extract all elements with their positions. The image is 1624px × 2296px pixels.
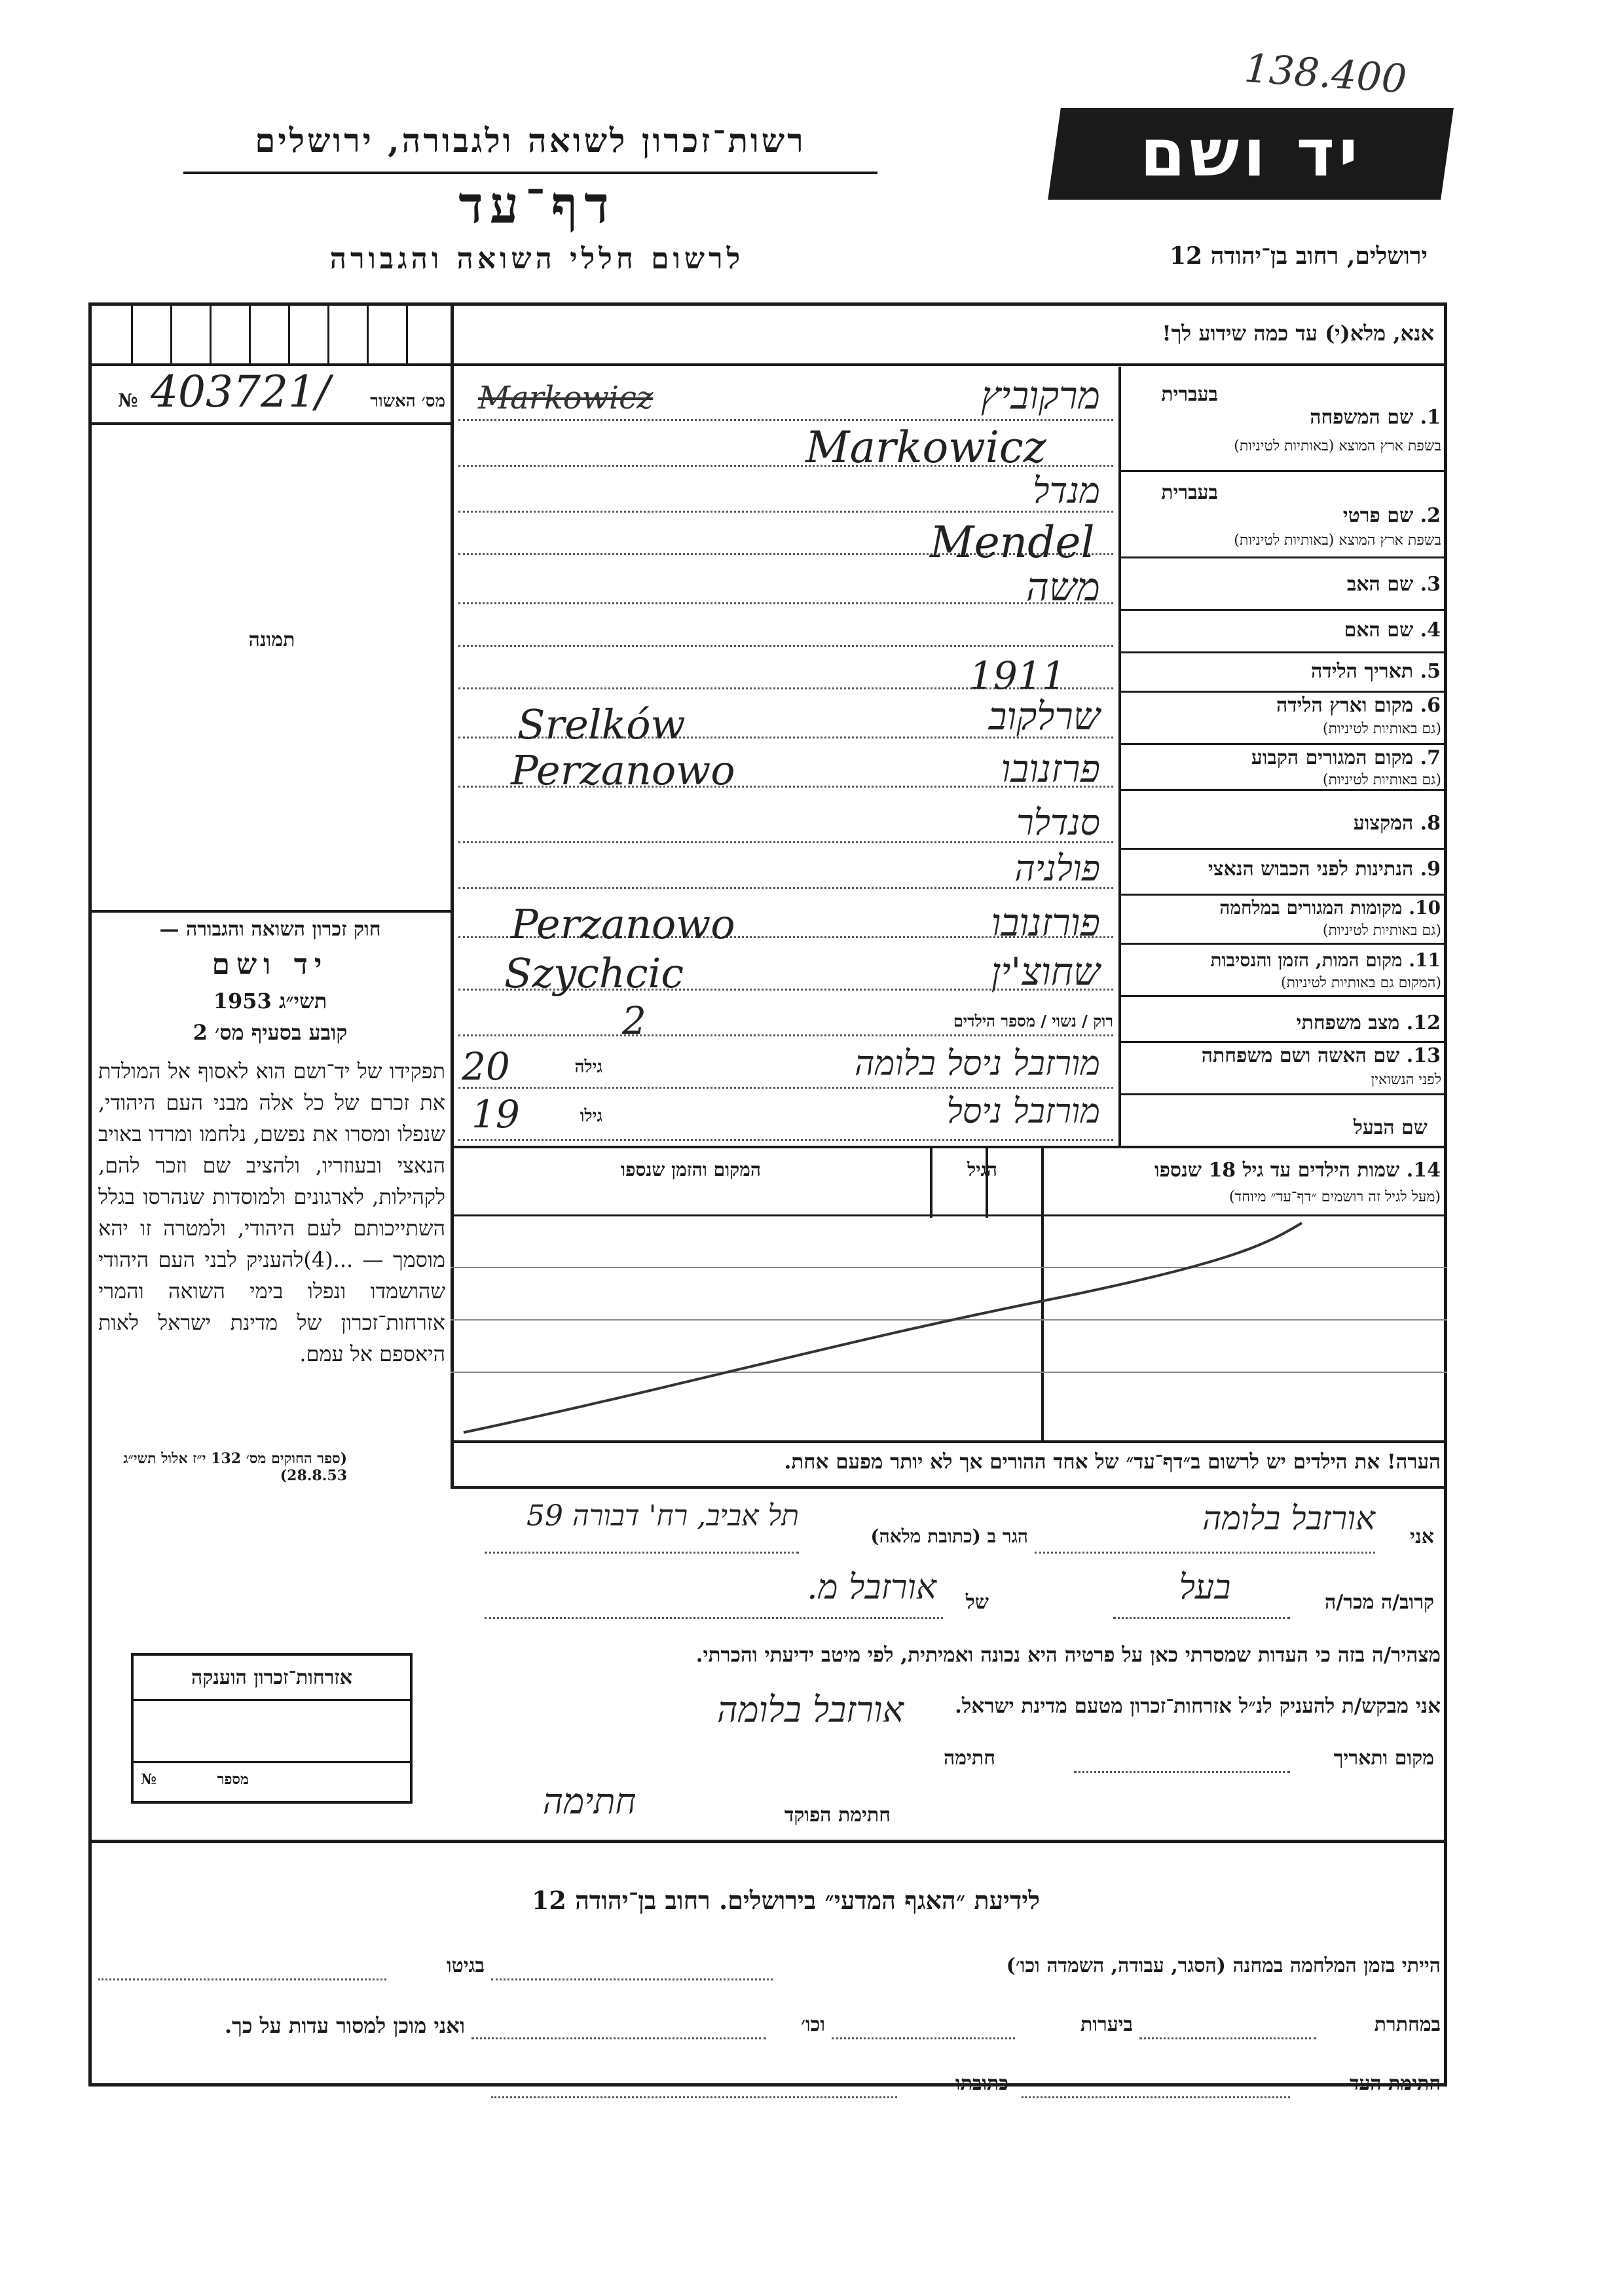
request-text: אני מבקש/ת להעניק לנ״ל אזרחות־זכרון מטעם מדינת ישראל. [955,1694,1441,1718]
husband-age-label: גילו [580,1106,602,1126]
field-12-value[interactable]: 2 [622,998,646,1043]
declarant-name[interactable]: אורזבל בלומה [1202,1499,1375,1537]
declarant-relation[interactable]: בעל [1179,1568,1231,1607]
field-4-label: 4. שם האם [1344,619,1441,642]
children-note: הערה! את הילדים יש לרשום ב״דף־עד״ של אחד ההורים אך לא יותר מפעם אחת. [784,1450,1441,1474]
logo-text: יד ושם [1139,115,1362,191]
field-1-sub: בשפת ארץ המוצא (באותיות לטיניות) [1234,438,1441,454]
field-11-latin-value[interactable]: Szychcic [504,949,684,997]
field-10-latin-value[interactable]: Perzanowo [511,900,735,948]
registration-sign: № [118,390,138,411]
field-13-sub: לפני הנשואין [1371,1072,1441,1088]
field-10-hebrew-value[interactable]: פורזנובו [991,900,1100,945]
footer-line2-c: וכו׳ [801,2013,825,2036]
field-1-latin-value[interactable]: Markowicz [805,422,1046,473]
signature-value[interactable]: אורזבל בלומה [716,1689,904,1730]
field-13-age-label: גילה [574,1057,602,1077]
citizenship-title: אזרחות־זכרון הוענקה [191,1666,353,1689]
field-3-label: 3. שם האב [1346,573,1441,596]
declarant-relation-label: קרוב/ה מכר/ה [1325,1591,1434,1614]
children-strikethrough-line [451,1216,1447,1439]
field-12-options: רוק / נשוי / מספר הילדים [953,1011,1113,1030]
law-source: (ספר החוקים מס׳ 132 י״ז אלול תשי״ג 28.8.53) [123,1450,347,1484]
field-7-hebrew-value[interactable]: פרזנובו [1001,746,1100,791]
children-label: 14. שמות הילדים עד גיל 18 שנספו [1154,1159,1441,1182]
husband-value[interactable]: מורזבל ניסל [946,1092,1100,1131]
field-9-value[interactable]: פולניה [1014,848,1100,889]
field-9-label: 9. הנתינות לפני הכבוש הנאצי [1208,858,1441,881]
photo-placeholder-label: תמונה [248,629,295,651]
field-2-hebrew-value[interactable]: מנדל [1033,470,1100,511]
footer-line2-d: ואני מוכן למסור עדות על כך. [224,2013,465,2038]
field-7-latin-value[interactable]: Perzanowo [511,746,735,794]
children-age-header: הגיל [967,1159,997,1180]
field-2-sub: בשפת ארץ המוצא (באותיות לטיניות) [1234,532,1441,549]
form-title: דף־עד [458,175,616,235]
field-7-sub: (גם באותיות לטיניות) [1322,772,1441,788]
authority-heading: רשות־זכרון לשואה ולגבורה, ירושלים [255,121,806,160]
field-10-sub: (גם באותיות לטיניות) [1322,922,1441,939]
field-5-value[interactable]: 1911 [969,653,1066,698]
children-place-header: המקום והזמן שנספו [621,1159,761,1180]
law-heading: חוק זכרון השואה והגבורה — [159,918,381,941]
address: ירושלים, רחוב בן־יהודה 12 [1169,242,1428,270]
field-6-latin-value[interactable]: Srelków [517,701,686,748]
footer-line2-b: ביערות [1080,2013,1133,2036]
footer-title: לידיעת ״האגף המדעי״ בירושלים. רחוב בן־יהודה 12 [531,1886,1041,1915]
officer-signature-value[interactable]: חתימה [542,1781,637,1822]
field-13-age-value[interactable]: 20 [462,1044,510,1089]
field-1-label: 1. שם המשפחה [1310,406,1441,429]
law-clause: קובע בסעיף מס׳ 2 [193,1020,348,1045]
field-11-sub: (המקום גם באותיות לטיניות) [1281,975,1441,991]
field-5-label: 5. תאריך הלידה [1311,660,1441,683]
form-subtitle: לרשום חללי השואה והגבורה [329,242,745,276]
law-text: תפקידו של יד־ושם הוא לאסוף אל המולדת את זכרם של כל אלה מבני העם היהודי, שנפלו ומסרו את נפשם, נלחמו ומרדו באויב הנאצי ובעוזריו, ולהציב שם וזכר להם, לקהילות, לארגונים ולמוסדות שנהרסו בגלל השתייכותם לעם היהודי, ולמטרה זו יהא מוסמך — ...(4)להעניק לבני העם היהודי שהושמדו ונפלו בימי השואה והמרי אזרחות־זכרון של מדינת ישראל לאות היאספם אל עמם. [98,1059,446,1366]
footer-line1-a: הייתי בזמן המלחמה במחנה (הסגר, עבודה, השמדה וכו׳) [1006,1954,1441,1977]
field-1-hebrew-value[interactable]: מרקוביץ [980,373,1100,418]
field-6-hebrew-value[interactable]: שרלקוב [988,694,1100,738]
husband-age-value[interactable]: 19 [471,1092,520,1137]
field-3-value[interactable]: משה [1025,564,1100,610]
declarant-lives-label: הגר ב (כתובת מלאה) [870,1525,1028,1547]
place-date-label: מקום ותאריך [1333,1747,1434,1770]
archive-number: 138.400 [1242,45,1409,103]
citizenship-sign: № [141,1771,157,1788]
yad-vashem-logo [1048,108,1454,200]
field-8-label: 8. המקצוע [1353,812,1441,835]
officer-signature-label: חתימת הפוקד [784,1804,891,1827]
field-6-label: 6. מקום וארץ הלידה [1276,694,1441,717]
field-1-lang: בעברית [1161,383,1218,406]
signature-label: חתימה [944,1747,995,1770]
citizenship-number-label: מספר [217,1771,249,1788]
field-13-label: 13. שם האשה ושם משפחתה [1201,1044,1441,1067]
footer-line3-b: כתובתו [955,2072,1008,2095]
field-2-lang: בעברית [1161,481,1218,504]
field-11-hebrew-value[interactable]: שחוצ'ין [991,949,1100,994]
children-sub: (מעל לגיל זה רושמים ״דף־עד״ מיוחד) [1228,1189,1441,1205]
field-7-label: 7. מקום המגורים הקבוע [1251,746,1441,769]
law-name: יד ושם [212,948,329,981]
authority-underline [183,172,877,174]
declarant-address[interactable]: תל אביב, רח' דבורה 59 [526,1499,799,1533]
footer-line2-a: במחתרת [1374,2013,1441,2036]
field-8-value[interactable]: סנדלר [1016,802,1100,843]
field-13-value[interactable]: מורזבל ניסל בלומה [854,1044,1100,1084]
declarant-of-value[interactable]: אורזבל מ. [807,1568,936,1607]
declarant-i-label: אני [1410,1525,1434,1548]
registration-label: מס׳ האשור [370,392,445,411]
declarant-of-label: של [965,1591,989,1614]
field-2-label: 2. שם פרטי [1342,504,1441,527]
field-11-label: 11. מקום המות, הזמן והנסיבות [1210,949,1441,971]
footer-line1-b: בגיטו [446,1954,485,1977]
field-1-latin-strikethrough: Markowicz [478,380,654,416]
law-year: תשי״ג 1953 [213,989,327,1013]
declaration-text: מצהיר/ה בזה כי העדות שמסרתי כאן על פרטיה היא נכונה ואמיתית, לפי מיטב ידיעתי והכרתי. [695,1643,1441,1667]
field-2-latin-value[interactable]: Mendel [930,517,1095,568]
intro-instruction: אנא, מלא(י) עד כמה שידוע לך! [1162,321,1434,346]
field-10-label: 10. מקומות המגורים במלחמה [1219,897,1441,919]
field-6-sub: (גם באותיות לטיניות) [1322,721,1441,737]
registration-number: 403721/ [151,367,331,417]
footer-line3-a: חתימת העד [1349,2072,1441,2095]
field-12-label: 12. מצב משפחתי [1296,1011,1441,1034]
husband-label: שם הבעל [1353,1116,1428,1139]
